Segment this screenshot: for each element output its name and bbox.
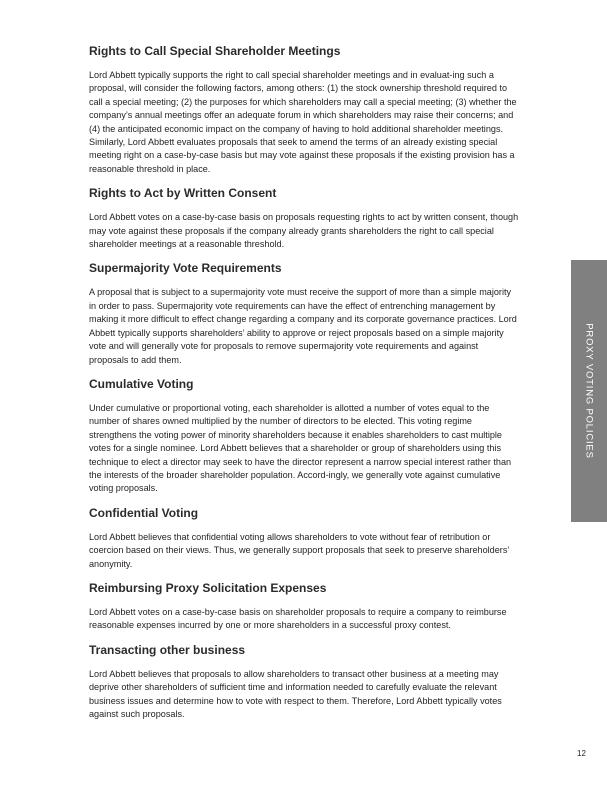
document-body (89, 44, 519, 731)
section-confidential-voting (89, 506, 519, 571)
section-paragraph: Lord Abbett votes on a case-by-case basis on shareholder proposals to require a company to reimburse reasonable expenses incurred by one or more shareholders in a successful proxy contest. (89, 606, 507, 631)
section-written-consent (89, 186, 519, 251)
section-paragraph: Lord Abbett believes that confidential voting allows shareholders to vote without fear of retribution or coercion based on their views. Thus, we generally support proposals that seek to preserve shareholders’ anonymity. (89, 531, 510, 569)
section-heading: Transacting other business (89, 642, 246, 657)
section-paragraph: Lord Abbett typically supports the right to call special shareholder meetings and in evaluat-ing such a proposal, will consider the following factors, among others: (1) the stock ownership threshold required to call a special meeting; (2) the purposes for which shareholders may call a special meeting; (3) whether the company’s annual meetings offer an adequate forum in which shareholders may raise their concerns; and (4) the anticipated economic impact on the company of having to hold additional shareholder meetings. Similarly, Lord Abbett evaluates proposals that seek to amend the terms of an already existing special meeting right on a case-by-case basis but may vote against these proposals if the existing provision has a reasonable threshold in place. (89, 70, 517, 174)
section-paragraph: A proposal that is subject to a supermajority vote must receive the support of more than a simple majority in order to pass. Supermajority vote requirements can have the effect of entrenching management by making it more difficult to effect change regarding a company and its corporate governance practices. Lord Abbett typically supports shareholders’ ability to approve or reject proposals based on a simple majority vote and will generally vote for proposals to remove supermajority vote requirements and against proposals to add them. (89, 287, 517, 365)
section-heading: Rights to Act by Written Consent (89, 186, 277, 201)
side-tab-label: PROXY VOTING POLICIES (583, 323, 595, 459)
section-heading: Confidential Voting (89, 505, 199, 520)
section-other-business (89, 643, 519, 722)
section-supermajority (89, 261, 519, 366)
section-heading: Supermajority Vote Requirements (89, 261, 282, 276)
section-heading: Reimbursing Proxy Solicitation Expenses (89, 580, 327, 595)
section-paragraph: Lord Abbett believes that proposals to allow shareholders to transact other business at a meeting may deprive other shareholders of sufficient time and information needed to carefully evaluate the relevant business issues and determine how to vote with respect to them. Therefore, Lord Abbett typically votes against such proposals. (89, 668, 502, 719)
section-heading: Cumulative Voting (89, 376, 194, 391)
section-cumulative-voting (89, 377, 519, 496)
section-paragraph: Lord Abbett votes on a case-by-case basis on proposals requesting rights to act by written consent, though may vote against these proposals if the company already grants shareholders the right to call special shareholder meetings at a reasonable threshold. (89, 212, 519, 250)
section-heading: Rights to Call Special Shareholder Meetings (89, 44, 341, 58)
side-tab (571, 260, 607, 522)
page-number: 12 (577, 749, 586, 758)
section-paragraph: Under cumulative or proportional voting, each shareholder is allotted a number of votes equal to the number of shares owned multiplied by the number of directors to be elected. This voting regime strengthens the voting power of minority shareholders because it enables shareholders to cast multiple votes for a single nominee. Lord Abbett believes that a shareholder or group of shareholders using this technique to elect a director may seek to have the director represent a narrow special interest rather than the interests of the broader shareholder population. Accord-ingly, we generally vote against cumulative voting proposals. (89, 402, 512, 494)
section-proxy-expenses (89, 581, 519, 633)
section-special-meetings (89, 44, 519, 176)
